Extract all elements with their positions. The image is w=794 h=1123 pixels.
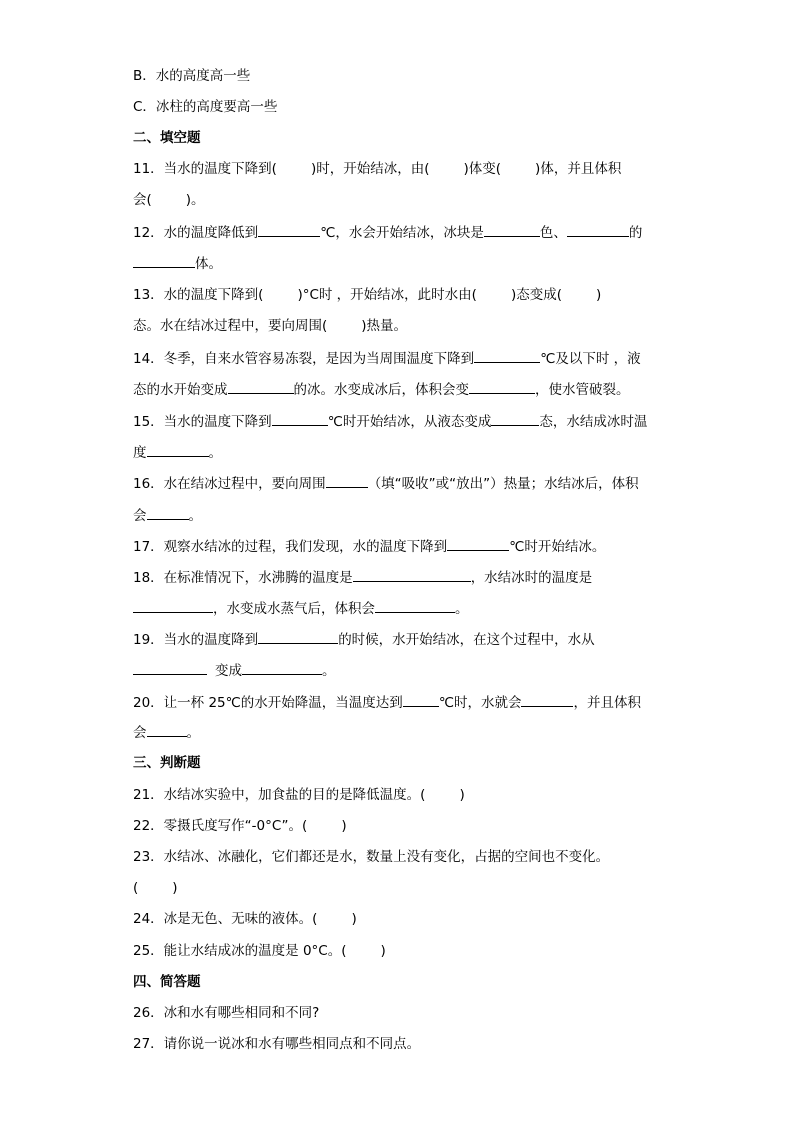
question-24: 24．冰是无色、无味的液体。( ) (133, 911, 357, 927)
blank (484, 222, 540, 237)
blank (147, 722, 187, 737)
question-27: 27．请你说一说冰和水有哪些相同点和不同点。 (133, 1036, 421, 1052)
question-12: 12．水的温度降低到 ℃，水会开始结冰，冰块是 色、 的 (133, 222, 642, 243)
blank (326, 473, 368, 488)
section-fill-title: 二、填空题 (133, 130, 201, 146)
question-11: 11．当水的温度下降到( )时，开始结冰，由( )体变( )体，并且体积 (133, 161, 622, 177)
question-22: 22．零摄氏度写作“-0°C”。( ) (133, 818, 347, 834)
question-20-cont: 会 。 (133, 722, 200, 743)
blank (353, 567, 471, 582)
blank (491, 411, 539, 426)
blank (258, 629, 338, 644)
blank (147, 442, 209, 457)
question-23: 23．水结冰、冰融化，它们都还是水，数量上没有变化，占据的空间也不变化。 (133, 849, 610, 865)
question-16: 16．水在结冰过程中，要向周围 （填“吸收”或“放出”）热量；水结冰后，体积 (133, 473, 639, 494)
option-c: C．冰柱的高度要高一些 (133, 99, 278, 115)
question-18-cont: ，水变成水蒸气后，体积会 。 (133, 598, 469, 619)
question-20: 20．让一杯 25℃的水开始降温，当温度达到 ℃时，水就会 ，并且体积 (133, 692, 641, 713)
question-18: 18．在标准情况下，水沸腾的温度是 ，水结冰时的温度是 (133, 567, 592, 588)
question-14-cont: 态的水开始变成 的冰。水变成冰后，体积会变 ，使水管破裂。 (133, 379, 630, 400)
question-23-cont: ( ) (133, 880, 178, 896)
question-26: 26．冰和水有哪些相同和不同? (133, 1005, 320, 1021)
question-21: 21．水结冰实验中，加食盐的目的是降低温度。( ) (133, 787, 465, 803)
blank (133, 598, 213, 613)
blank (228, 379, 294, 394)
blank (447, 536, 509, 551)
question-19: 19．当水的温度降到 的时候，水开始结冰，在这个过程中，水从 (133, 629, 595, 650)
section-short-title: 四、简答题 (133, 974, 201, 990)
question-13: 13．水的温度下降到( )°C时 ，开始结冰，此时水由( )态变成( ) (133, 287, 602, 303)
question-14: 14．冬季，自来水管容易冻裂，是因为当周围温度下降到 ℃及以下时 ，液 (133, 348, 641, 369)
question-17: 17．观察水结冰的过程，我们发现，水的温度下降到 ℃时开始结冰。 (133, 536, 605, 557)
blank (133, 253, 195, 268)
question-15-cont: 度 。 (133, 442, 222, 463)
blank (567, 222, 629, 237)
question-11-cont: 会( )。 (133, 192, 205, 208)
section-judge-title: 三、判断题 (133, 755, 201, 771)
question-25: 25．能让水结成冰的温度是 0°C。( ) (133, 943, 386, 959)
question-13-cont: 态。水在结冰过程中，要向周围( )热量。 (133, 318, 408, 334)
blank (147, 505, 189, 520)
question-12-cont: 体。 (133, 253, 222, 274)
blank (242, 660, 322, 675)
blank (521, 692, 573, 707)
option-b: B．水的高度高一些 (133, 68, 251, 84)
blank (272, 411, 328, 426)
blank (133, 660, 207, 675)
blank (474, 348, 540, 363)
question-19-cont: 变成 。 (133, 660, 336, 681)
blank (258, 222, 320, 237)
question-16-cont: 会 。 (133, 505, 202, 526)
blank (469, 379, 535, 394)
blank (375, 598, 455, 613)
blank (403, 692, 439, 707)
question-15: 15．当水的温度下降到 ℃时开始结冰，从液态变成 态，水结成冰时温 (133, 411, 647, 432)
